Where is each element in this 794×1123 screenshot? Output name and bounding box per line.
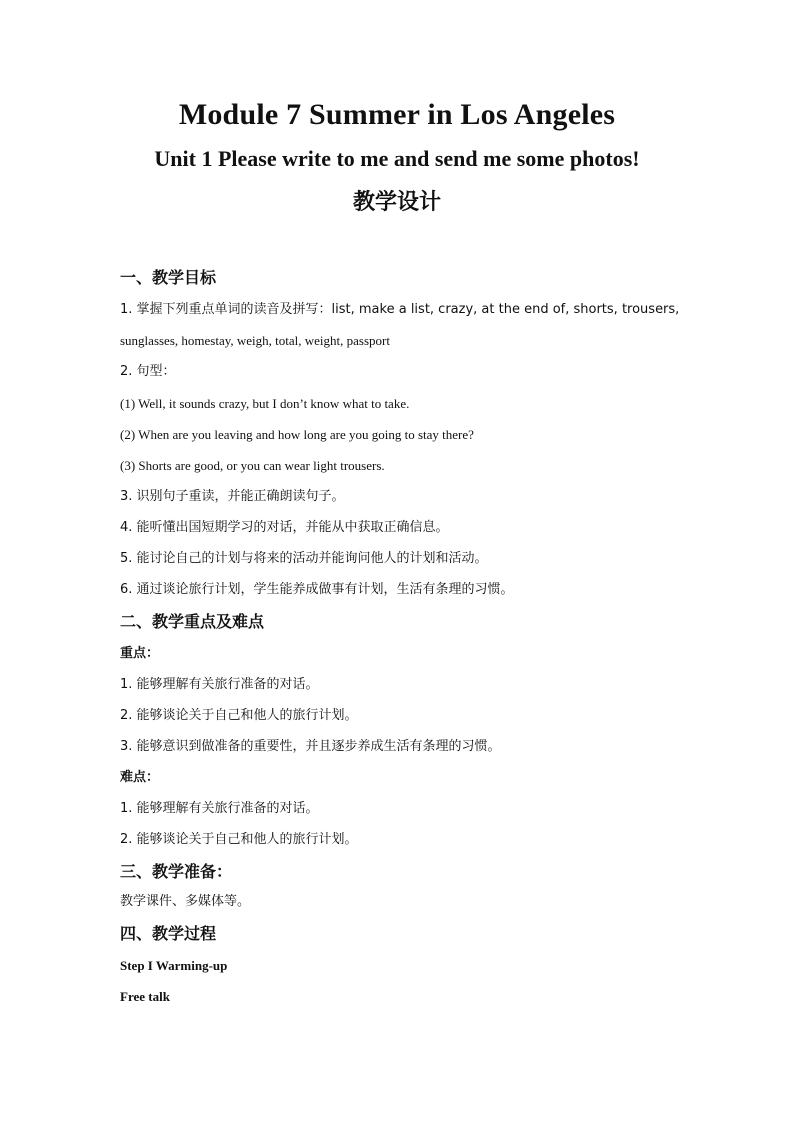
section-preparation-heading: 三、教学准备： [120,862,233,881]
document-type-title: 教学设计 [352,190,441,215]
objective-item-2: 2. 句型： [120,364,176,379]
difficulty-label: 难点： [120,770,160,785]
module-title: Module 7 Summer in Los Angeles [178,98,616,131]
section-objectives-heading: 一、教学目标 [120,268,217,287]
focus-item-3: 3. 能够意识到做准备的重要性，并且逐步养成生活有条理的习惯。 [120,739,501,754]
focus-item-2: 2. 能够谈论关于自己和他人的旅行计划。 [120,708,358,723]
objective-item-1-line-1: 1. 掌握下列重点单词的读音及拼写：list, make a list, crazy, at the end of, shorts, trousers, [120,302,680,317]
difficulty-item-2: 2. 能够谈论关于自己和他人的旅行计划。 [120,832,358,847]
section-key-points-heading: 二、教学重点及难点 [120,612,265,631]
section-process-heading: 四、教学过程 [120,924,217,943]
free-talk-label: Free talk [120,989,170,1004]
sentence-pattern-3: (3) Shorts are good, or you can wear light trousers. [120,458,385,473]
objective-item-3: 3. 识别句子重读，并能正确朗读句子。 [120,489,345,504]
focus-label: 重点： [120,646,160,661]
preparation-text: 教学课件、多媒体等。 [120,894,251,909]
objective-item-4: 4. 能听懂出国短期学习的对话，并能从中获取正确信息。 [120,520,449,535]
difficulty-item-1: 1. 能够理解有关旅行准备的对话。 [120,801,319,816]
step-1-warming-up: Step I Warming-up [120,958,228,973]
objective-item-1-line-2: sunglasses, homestay, weigh, total, weight, passport [120,333,390,348]
sentence-pattern-2: (2) When are you leaving and how long are you going to stay there? [120,427,474,442]
focus-item-1: 1. 能够理解有关旅行准备的对话。 [120,677,319,692]
sentence-pattern-1: (1) Well, it sounds crazy, but I don’t know what to take. [120,396,410,411]
unit-title: Unit 1 Please write to me and send me some photos! [154,146,640,171]
objective-item-6: 6. 通过谈论旅行计划，学生能养成做事有计划，生活有条理的习惯。 [120,582,514,597]
objective-item-5: 5. 能讨论自己的计划与将来的活动并能询问他人的计划和活动。 [120,551,488,566]
